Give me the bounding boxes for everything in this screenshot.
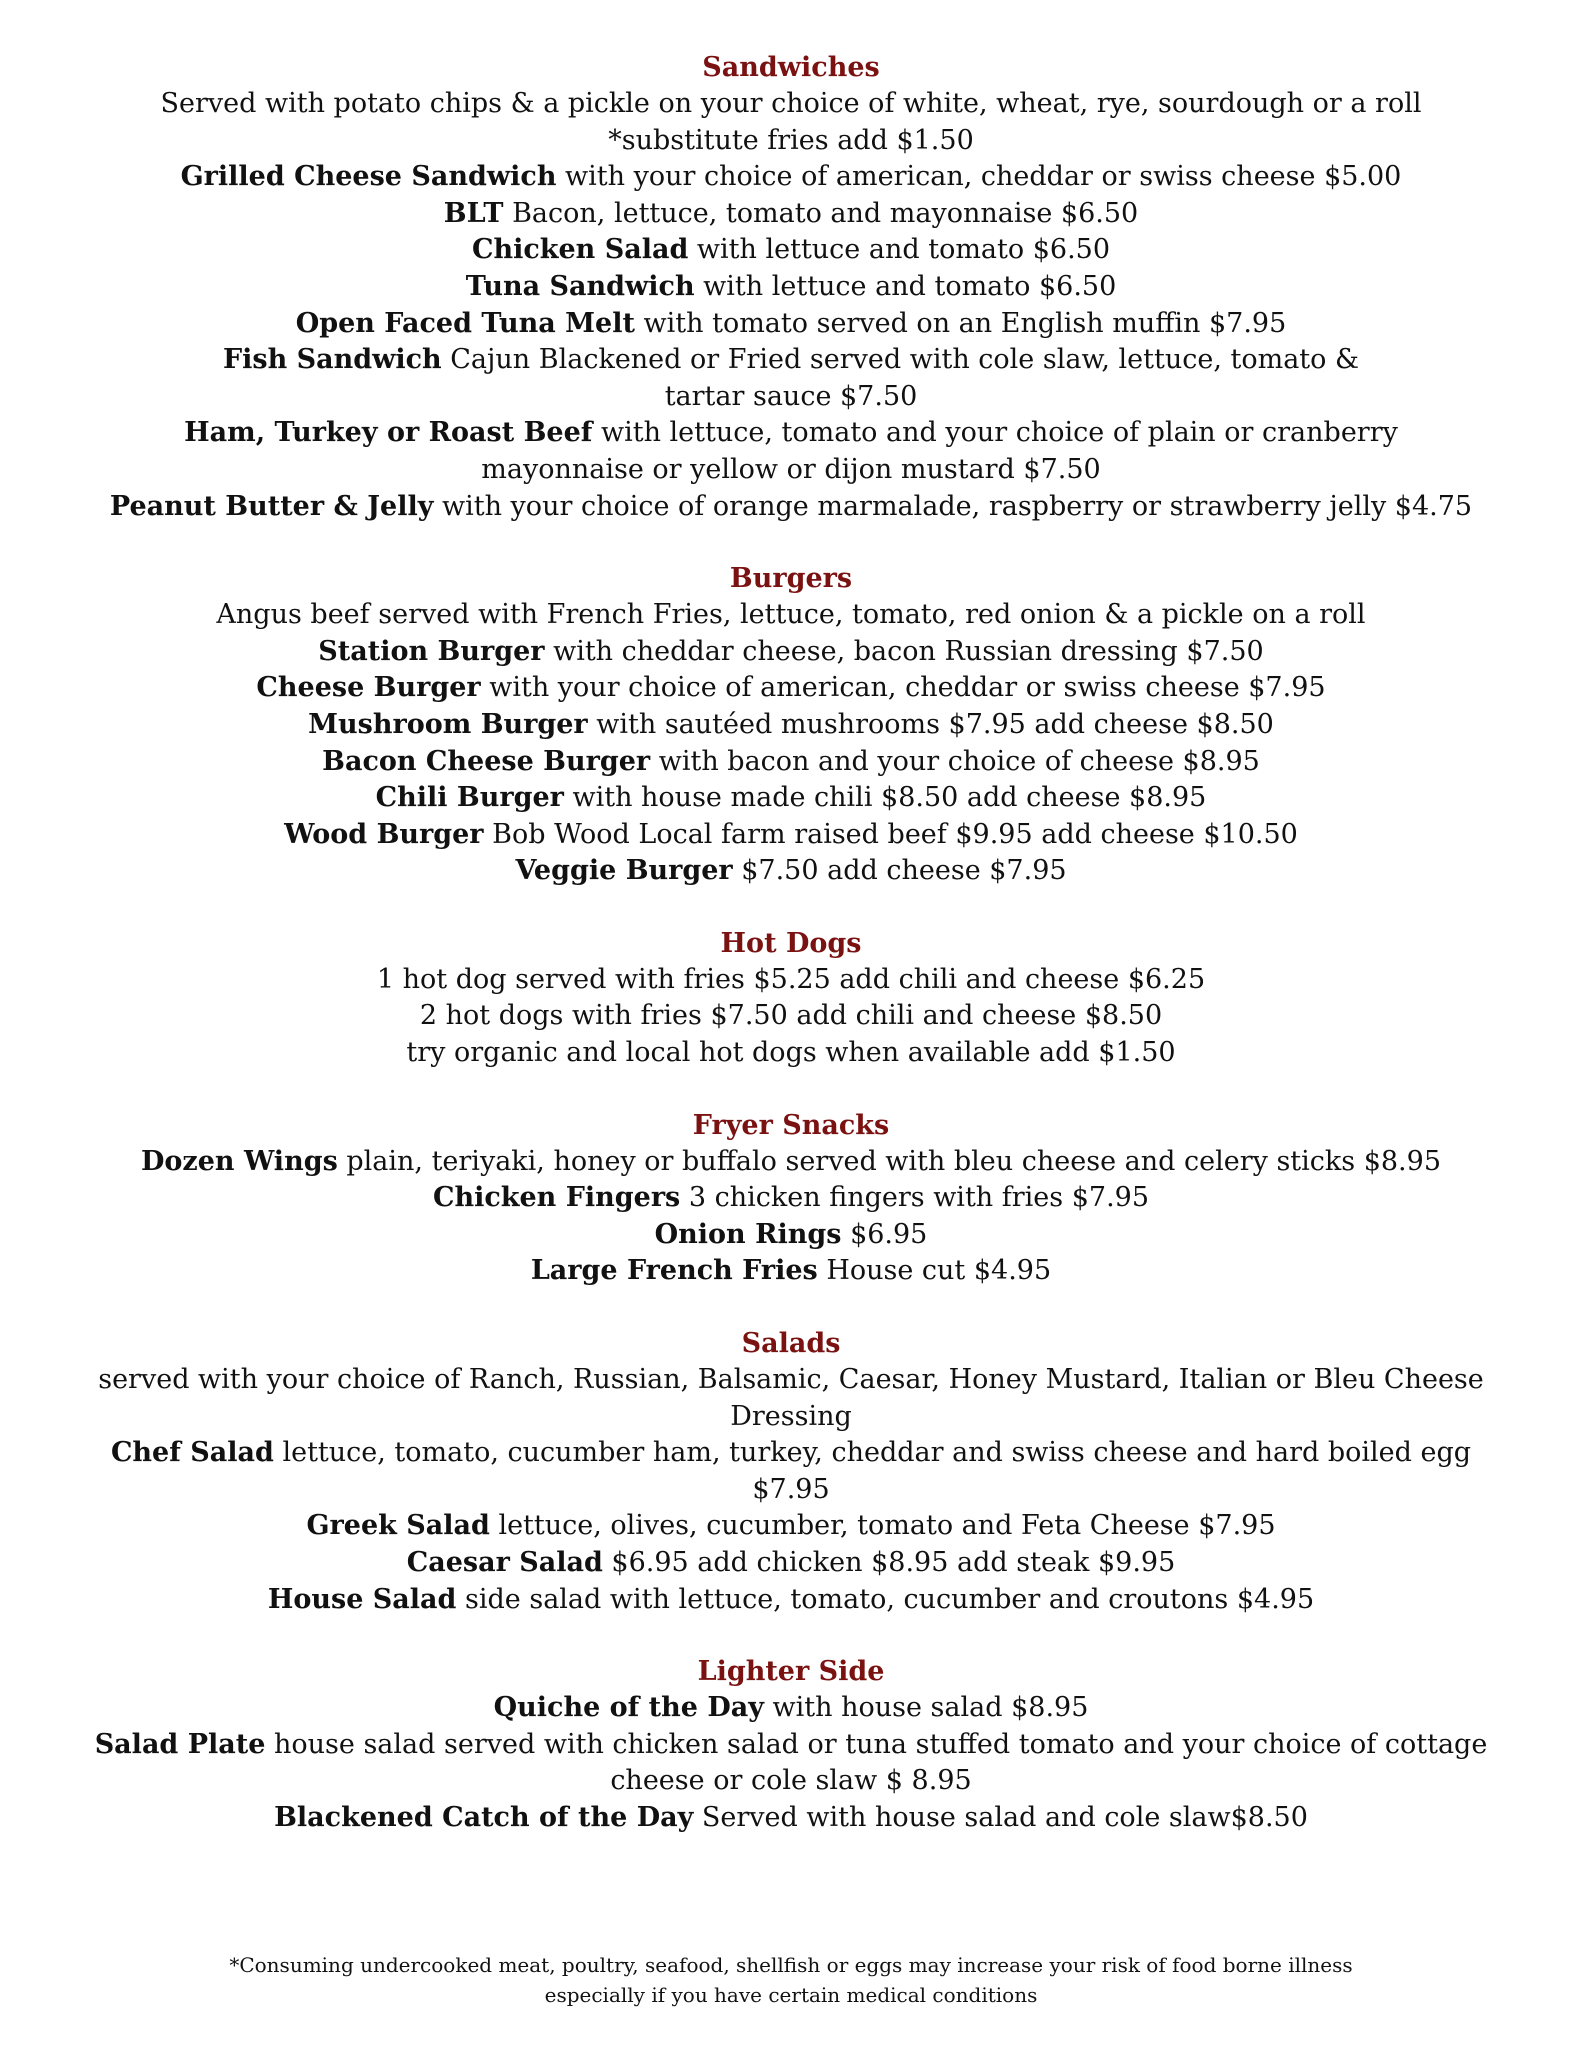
item-name: Chef Salad: [110, 1437, 274, 1469]
food-safety-disclaimer: [60, 1950, 1522, 2010]
item-description: with lettuce and tomato $6.50: [694, 270, 1117, 302]
menu-item-mushroom-burger: [60, 707, 1522, 744]
hot-dog-double: 2 hot dogs with fries $7.50 add chili and cheese $8.50: [419, 1000, 1163, 1032]
item-description: $6.95 add chicken $8.95 add steak $9.95: [602, 1547, 1176, 1578]
menu-item-veggie-burger: [60, 853, 1522, 890]
item-description: with lettuce and tomato $6.50: [688, 234, 1111, 266]
item-description: with house salad $8.95: [763, 1692, 1089, 1724]
item-description: Bacon, lettuce, tomato and mayonnaise $6.50: [503, 197, 1139, 229]
menu-item-onion-rings: [60, 1217, 1522, 1254]
item-name: Fish Sandwich: [222, 344, 442, 376]
item-name: Cheese Burger: [256, 672, 481, 704]
section-sandwiches: [60, 50, 1522, 525]
item-description: with bacon and your choice of cheese $8.95: [650, 745, 1260, 777]
item-name: Open Faced Tuna Melt: [295, 307, 635, 339]
burgers-intro: Angus beef served with French Fries, lettuce, tomato, red onion & a pickle on a roll: [216, 599, 1366, 631]
menu-item-chili-burger: [60, 780, 1522, 817]
hot-dog-single: 1 hot dog served with fries $5.25 add chili and cheese $6.25: [376, 963, 1206, 995]
item-name: Station Burger: [318, 635, 545, 667]
item-description: with lettuce, tomato and your choice of plain or cranberry mayonnaise or yellow or dijon mustard $7.50: [481, 417, 1398, 485]
sandwiches-intro: Served with potato chips & a pickle on your choice of white, wheat, rye, sourdough or a roll: [160, 88, 1422, 119]
item-name: Chicken Salad: [471, 234, 689, 266]
item-name: Bacon Cheese Burger: [322, 745, 651, 777]
item-name: Peanut Butter & Jelly: [109, 490, 434, 522]
sandwiches-substitute-note: *substitute fries add $1.50: [608, 124, 974, 156]
salads-dressing-note: served with your choice of Ranch, Russian, Balsamic, Caesar, Honey Mustard, Italian or Bleu Cheese Dressing: [98, 1364, 1484, 1432]
menu-item-wood-burger: [60, 817, 1522, 854]
section-lighter-side: [60, 1654, 1522, 1836]
section-hot-dogs: [60, 926, 1522, 1072]
section-title-burgers: Burgers: [729, 563, 853, 595]
menu-item-chicken-salad: [60, 232, 1522, 269]
hot-dog-organic-note: try organic and local hot dogs when available add $1.50: [406, 1037, 1176, 1069]
section-title-fryer-snacks: Fryer Snacks: [692, 1109, 890, 1141]
menu-item-blt: [60, 196, 1522, 233]
section-title-sandwiches: Sandwiches: [702, 52, 880, 83]
section-fryer-snacks: [60, 1108, 1522, 1290]
item-name: Tuna Sandwich: [465, 270, 695, 302]
item-description: $7.50 add cheese $7.95: [732, 855, 1067, 887]
item-name: Dozen Wings: [141, 1145, 338, 1177]
item-description: with cheddar cheese, bacon Russian dressing $7.50: [544, 635, 1264, 667]
item-description: side salad with lettuce, tomato, cucumber and croutons $4.95: [456, 1583, 1315, 1615]
item-name: Quiche of the Day: [493, 1692, 764, 1724]
item-description: with your choice of orange marmalade, raspberry or strawberry jelly $4.75: [433, 490, 1473, 522]
item-description: lettuce, tomato, cucumber ham, turkey, cheddar and swiss cheese and hard boiled egg $7.95: [273, 1437, 1472, 1505]
item-description: Served with house salad and cole slaw$8.50: [693, 1801, 1308, 1833]
item-name: House Salad: [267, 1583, 457, 1615]
item-description: with house made chili $8.50 add cheese $8.95: [563, 782, 1207, 814]
item-name: Grilled Cheese Sandwich: [180, 161, 557, 193]
item-description: with your choice of american, cheddar or swiss cheese $5.00: [556, 161, 1402, 193]
item-description: with tomato served on an English muffin $7.95: [634, 307, 1287, 339]
menu-item-caesar-salad: [60, 1545, 1522, 1582]
menu-item-grilled-cheese: [60, 159, 1522, 196]
menu-item-fish-sandwich: [60, 342, 1522, 415]
item-name: Greek Salad: [306, 1510, 490, 1542]
item-description: House cut $4.95: [817, 1255, 1052, 1287]
item-name: Mushroom Burger: [308, 708, 588, 740]
item-description: $6.95: [841, 1218, 928, 1250]
menu-item-bacon-cheese-burger: [60, 744, 1522, 781]
item-description: lettuce, olives, cucumber, tomato and Feta Cheese $7.95: [489, 1510, 1276, 1542]
item-name: Wood Burger: [284, 818, 484, 850]
section-title-salads: Salads: [741, 1328, 841, 1360]
section-salads: [60, 1326, 1522, 1618]
section-title-lighter-side: Lighter Side: [697, 1656, 885, 1688]
section-title-hot-dogs: Hot Dogs: [720, 927, 862, 959]
menu-item-tuna-sandwich: [60, 269, 1522, 306]
menu-item-station-burger: [60, 634, 1522, 671]
menu-item-chicken-fingers: [60, 1180, 1522, 1217]
menu-item-tuna-melt: [60, 306, 1522, 343]
menu-item-large-french-fries: [60, 1253, 1522, 1290]
item-name: Large French Fries: [530, 1255, 818, 1287]
item-name: Onion Rings: [654, 1218, 842, 1250]
menu-item-quiche: [60, 1690, 1522, 1727]
item-name: Veggie Burger: [515, 855, 733, 887]
item-name: Caesar Salad: [406, 1547, 603, 1578]
item-name: Salad Plate: [94, 1728, 266, 1760]
item-name: BLT: [443, 197, 504, 229]
menu-item-blackened-catch: [60, 1800, 1522, 1837]
section-burgers: [60, 561, 1522, 890]
item-name: Chili Burger: [375, 782, 564, 814]
menu-item-chef-salad: [60, 1435, 1522, 1508]
menu-item-house-salad: [60, 1582, 1522, 1619]
item-name: Blackened Catch of the Day: [274, 1801, 694, 1833]
item-description: 3 chicken fingers with fries $7.95: [680, 1182, 1150, 1214]
disclaimer-line-2: especially if you have certain medical conditions: [544, 1983, 1038, 2007]
item-description: Bob Wood Local farm raised beef $9.95 add cheese $10.50: [483, 818, 1298, 850]
item-description: plain, teriyaki, honey or buffalo served with bleu cheese and celery sticks $8.95: [337, 1145, 1441, 1177]
item-description: house salad served with chicken salad or tuna stuffed tomato and your choice of cottage cheese or cole slaw $ 8.95: [265, 1728, 1488, 1797]
menu-item-peanut-butter-jelly: [60, 489, 1522, 526]
menu-item-salad-plate: [60, 1727, 1522, 1800]
item-description: Cajun Blackened or Fried served with cole slaw, lettuce, tomato & tartar sauce $7.50: [441, 344, 1360, 412]
item-description: with sautéed mushrooms $7.95 add cheese $8.50: [587, 708, 1274, 740]
menu-item-cheese-burger: [60, 670, 1522, 707]
menu-item-ham-turkey-roast-beef: [60, 415, 1522, 488]
menu-item-dozen-wings: [60, 1144, 1522, 1181]
item-name: Chicken Fingers: [432, 1182, 681, 1214]
menu-page: [60, 50, 1522, 1837]
disclaimer-line-1: *Consuming undercooked meat, poultry, seafood, shellfish or eggs may increase your risk of food borne illness: [229, 1953, 1353, 1977]
menu-item-greek-salad: [60, 1508, 1522, 1545]
item-name: Ham, Turkey or Roast Beef: [184, 417, 593, 449]
item-description: with your choice of american, cheddar or swiss cheese $7.95: [480, 672, 1326, 704]
